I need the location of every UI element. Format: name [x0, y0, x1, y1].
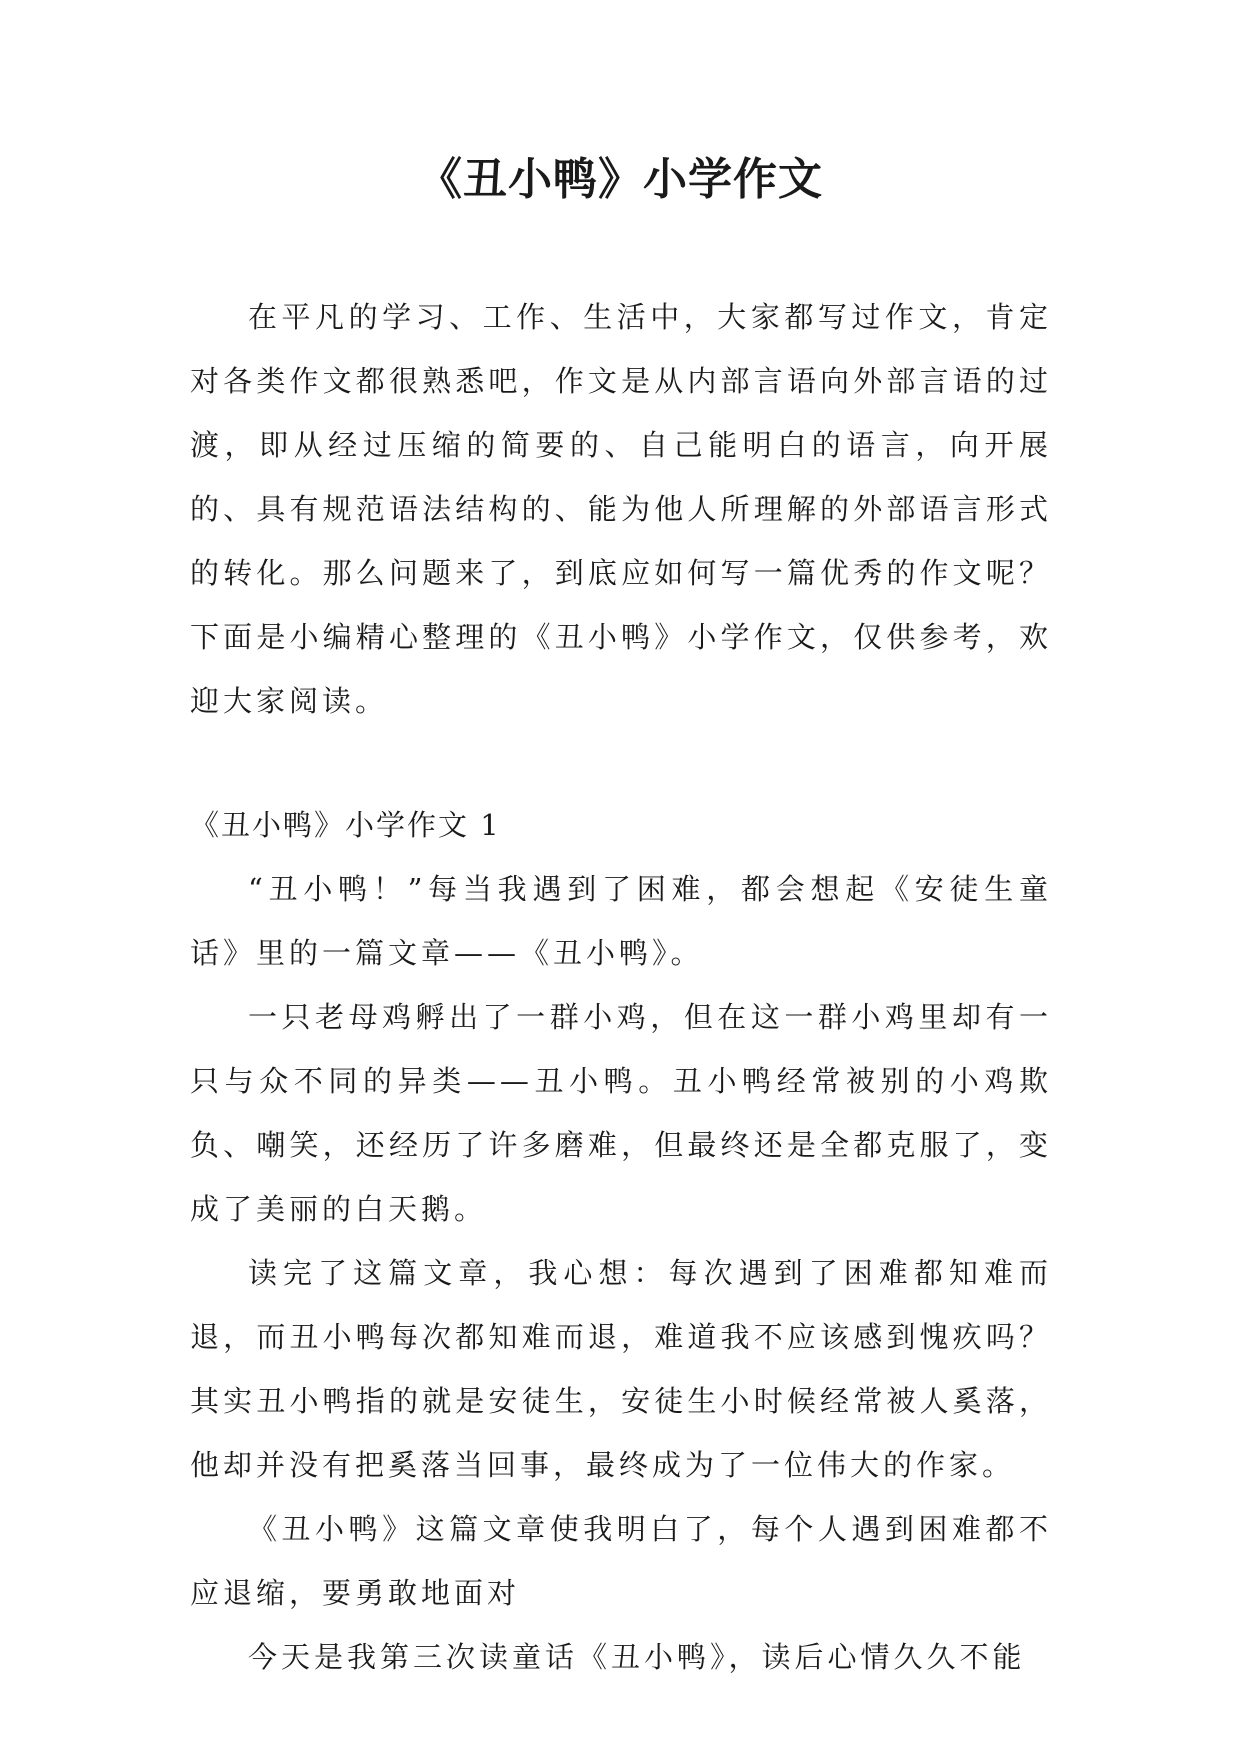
document-body [190, 285, 1052, 1689]
document-title: 《丑小鸭》小学作文 [418, 154, 823, 205]
body-paragraph: 读完了这篇文章，我心想：每次遇到了困难都知难而退，而丑小鸭每次都知难而退，难道我不应该感到愧疚吗？其实丑小鸭指的就是安徒生，安徒生小时候经常被人奚落，他却并没有把奚落当回事，最终成为了一位伟大的作家。 [190, 1256, 1052, 1482]
section-heading: 《丑小鸭》小学作文 1 [190, 808, 501, 842]
body-paragraph: “丑小鸭！”每当我遇到了困难，都会想起《安徒生童话》里的一篇文章——《丑小鸭》。 [190, 872, 1052, 970]
body-paragraph: 《丑小鸭》这篇文章使我明白了，每个人遇到困难都不应退缩，要勇敢地面对 [190, 1512, 1052, 1610]
intro-paragraph: 在平凡的学习、工作、生活中，大家都写过作文，肯定对各类作文都很熟悉吧，作文是从内部言语向外部言语的过渡，即从经过压缩的简要的、自己能明白的语言，向开展的、具有规范语法结构的、能为他人所理解的外部语言形式的转化。那么问题来了，到底应如何写一篇优秀的作文呢？下面是小编精心整理的《丑小鸭》小学作文，仅供参考，欢迎大家阅读。 [190, 300, 1052, 718]
body-paragraph: 一只老母鸡孵出了一群小鸡，但在这一群小鸡里却有一只与众不同的异类——丑小鸭。丑小鸭经常被别的小鸡欺负、嘲笑，还经历了许多磨难，但最终还是全都克服了，变成了美丽的白天鹅。 [190, 1000, 1052, 1226]
body-paragraph: 今天是我第三次读童话《丑小鸭》，读后心情久久不能 [248, 1640, 1026, 1674]
